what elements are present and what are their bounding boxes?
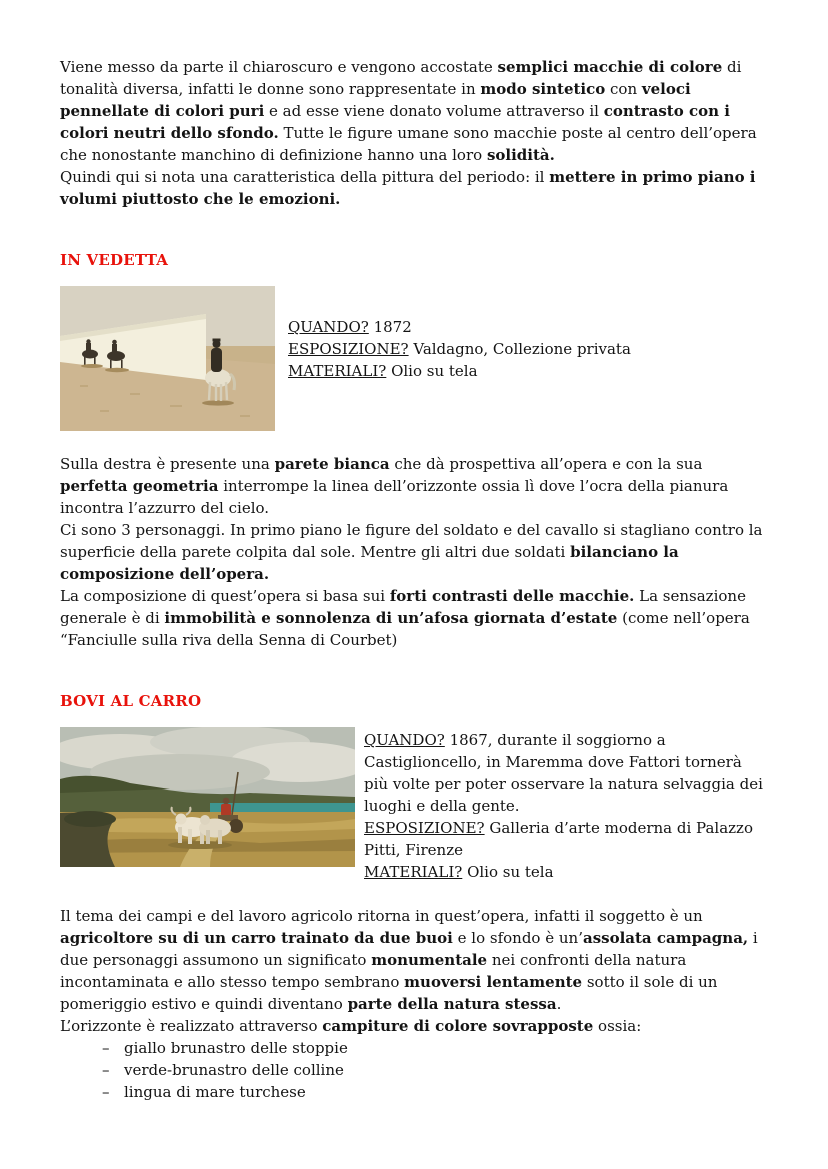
list-item: – lingua di mare turchese bbox=[102, 1081, 770, 1103]
info-line-materiali: MATERIALI? Olio su tela bbox=[364, 863, 554, 881]
intro-paragraph-1: Viene messo da parte il chiaroscuro e vengono accostate semplici macchie di colore di tonalità diversa, infatti le donne sono rappresentate in modo sintetico con veloci pennellate di colori puri e ad esse viene donato volume attraverso il contrasto con i colori neutri dello sfondo. Tutte le figure umane sono macchie poste al centro dell’opera che nonostante manchino di definizione hanno una loro solidità. bbox=[60, 58, 757, 164]
intro-paragraph-2: Quindi qui si nota una caratteristica della pittura del periodo: il mettere in primo piano i volumi piuttosto che le emozioni. bbox=[60, 168, 756, 208]
in-vedetta-body bbox=[60, 453, 770, 651]
info-line-esposizione: ESPOSIZIONE? Galleria d’arte moderna di Palazzo Pitti, Firenze bbox=[364, 819, 753, 859]
info-line-quando: QUANDO? 1872 bbox=[288, 318, 412, 336]
in-vedetta-paragraph-2: Ci sono 3 personaggi. In primo piano le figure del soldato e del cavallo si stagliano contro la superficie della parete colpita dal sole. Mentre gli altri due soldati bilanciano la composizione dell’opera. bbox=[60, 521, 763, 583]
in-vedetta-paragraph-1: Sulla destra è presente una parete bianca che dà prospettiva all’opera e con la sua perfetta geometria interrompe la linea dell’orizzonte ossia lì dove l’ocra della pianura incontra l’azzurro del cielo. bbox=[60, 455, 729, 517]
list-item: – verde-brunastro delle colline bbox=[102, 1059, 770, 1081]
info-line-esposizione: ESPOSIZIONE? Valdagno, Collezione privata bbox=[288, 340, 631, 358]
color-layers-list bbox=[60, 1037, 770, 1103]
in-vedetta-info bbox=[288, 286, 770, 382]
info-line-materiali: MATERIALI? Olio su tela bbox=[288, 362, 478, 380]
bovi-al-carro-painting-image bbox=[60, 727, 355, 867]
section-heading-bovi-al-carro: BOVI AL CARRO bbox=[60, 692, 202, 710]
bovi-paragraph-1: Il tema dei campi e del lavoro agricolo ritorna in quest’opera, infatti il soggetto è un agricoltore su di un carro trainato da due buoi e lo sfondo è un’assolata campagna, i due personaggi assumono un significato monumentale nei confronti della natura incontaminata e allo stesso tempo sembrano muoversi lentamente sotto il sole di un pomeriggio estivo e quindi diventano parte della natura stessa. bbox=[60, 907, 758, 1013]
bovi-paragraph-2: L’orizzonte è realizzato attraverso campiture di colore sovrapposte ossia: bbox=[60, 1017, 642, 1035]
intro-section bbox=[60, 56, 770, 210]
in-vedetta-paragraph-3: La composizione di quest’opera si basa sui forti contrasti delle macchie. La sensazione generale è di immobilità e sonnolenza di un’afosa giornata d’estate (come nell’opera “Fanciulle sulla riva della Senna di Courbet) bbox=[60, 587, 750, 649]
info-line-quando: QUANDO? 1867, durante il soggiorno a Castiglioncello, in Maremma dove Fattori tornerà più volte per poter osservare la natura selvaggia dei luoghi e della gente. bbox=[364, 731, 763, 815]
list-item: – giallo brunastro delle stoppie bbox=[102, 1037, 770, 1059]
section-heading-in-vedetta: IN VEDETTA bbox=[60, 251, 169, 269]
in-vedetta-painting-image bbox=[60, 286, 275, 431]
in-vedetta-media-row bbox=[60, 286, 770, 431]
bovi-al-carro-body bbox=[60, 905, 770, 1103]
bovi-al-carro-info bbox=[364, 727, 770, 883]
bovi-al-carro-media-row bbox=[60, 727, 770, 883]
